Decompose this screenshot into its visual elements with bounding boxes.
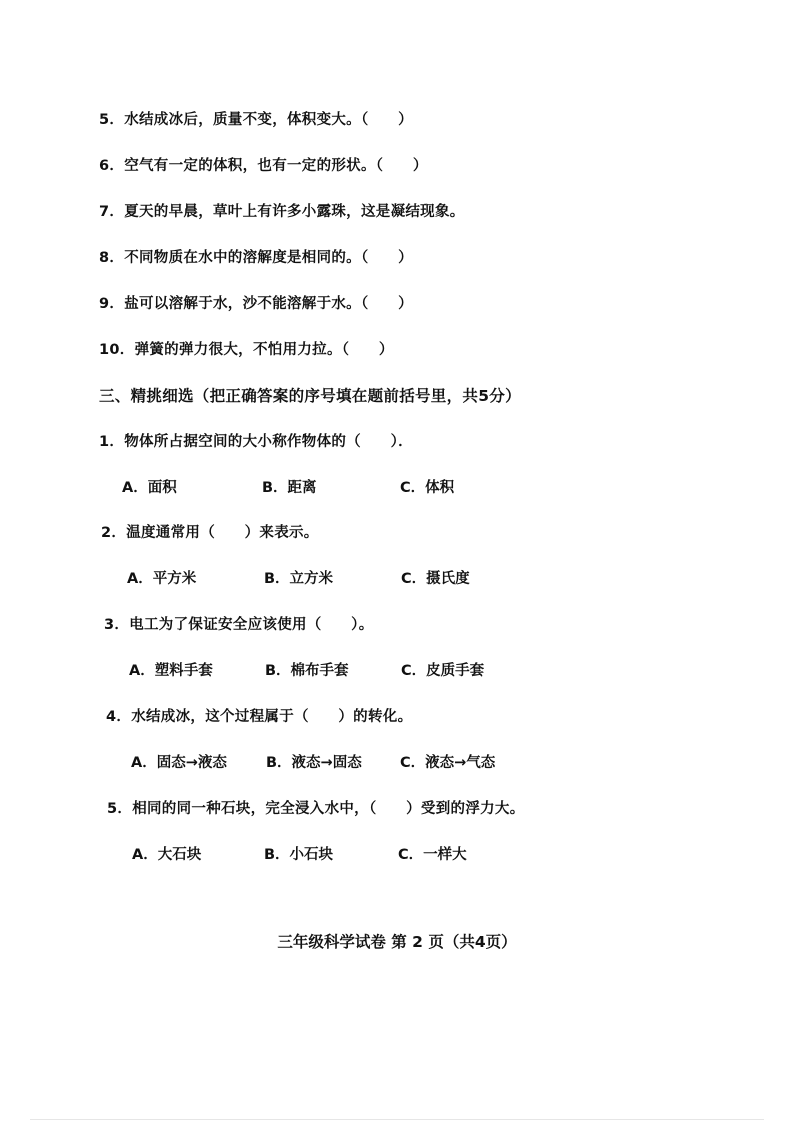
choice-question-4: 4．水结成冰，这个过程属于（ ）的转化。	[106, 709, 413, 725]
option-1-b: B．距离	[262, 480, 317, 496]
choice-question-2: 2．温度通常用（ ）来表示。	[101, 525, 319, 541]
judgement-item-9: 9．盐可以溶解于水，沙不能溶解于水。（ ）	[99, 296, 413, 312]
page-footer: 三年级科学试卷 第 2 页（共4页）	[277, 933, 517, 951]
option-4-a: A．固态→液态	[131, 755, 227, 771]
option-5-a: A．大石块	[132, 847, 202, 863]
option-1-c: C．体积	[400, 480, 455, 496]
option-5-b: B．小石块	[264, 847, 334, 863]
option-4-b: B．液态→固态	[266, 755, 362, 771]
option-5-c: C．一样大	[398, 847, 467, 863]
choice-question-1: 1．物体所占据空间的大小称作物体的（ ）．	[99, 434, 413, 450]
option-3-c: C．皮质手套	[401, 663, 485, 679]
option-1-a: A．面积	[122, 480, 177, 496]
option-2-c: C．摄氏度	[401, 571, 470, 587]
judgement-item-5: 5．水结成冰后，质量不变，体积变大。（ ）	[99, 112, 413, 128]
choice-question-3: 3．电工为了保证安全应该使用（ ）。	[104, 617, 374, 633]
section-3-title: 三、精挑细选（把正确答案的序号填在题前括号里，共5分）	[99, 387, 521, 405]
option-2-a: A．平方米	[127, 571, 197, 587]
option-4-c: C．液态→气态	[400, 755, 496, 771]
scan-edge-divider	[30, 1119, 764, 1120]
option-3-b: B．棉布手套	[265, 663, 349, 679]
judgement-item-6: 6．空气有一定的体积，也有一定的形状。（ ）	[99, 158, 428, 174]
option-3-a: A．塑料手套	[129, 663, 213, 679]
judgement-item-8: 8．不同物质在水中的溶解度是相同的。（ ）	[99, 250, 413, 266]
judgement-item-7: 7．夏天的早晨，草叶上有许多小露珠，这是凝结现象。	[99, 204, 465, 220]
judgement-item-10: 10．弹簧的弹力很大，不怕用力拉。（ ）	[99, 342, 394, 358]
choice-question-5: 5．相同的同一种石块，完全浸入水中，（ ）受到的浮力大。	[107, 801, 525, 817]
option-2-b: B．立方米	[264, 571, 334, 587]
